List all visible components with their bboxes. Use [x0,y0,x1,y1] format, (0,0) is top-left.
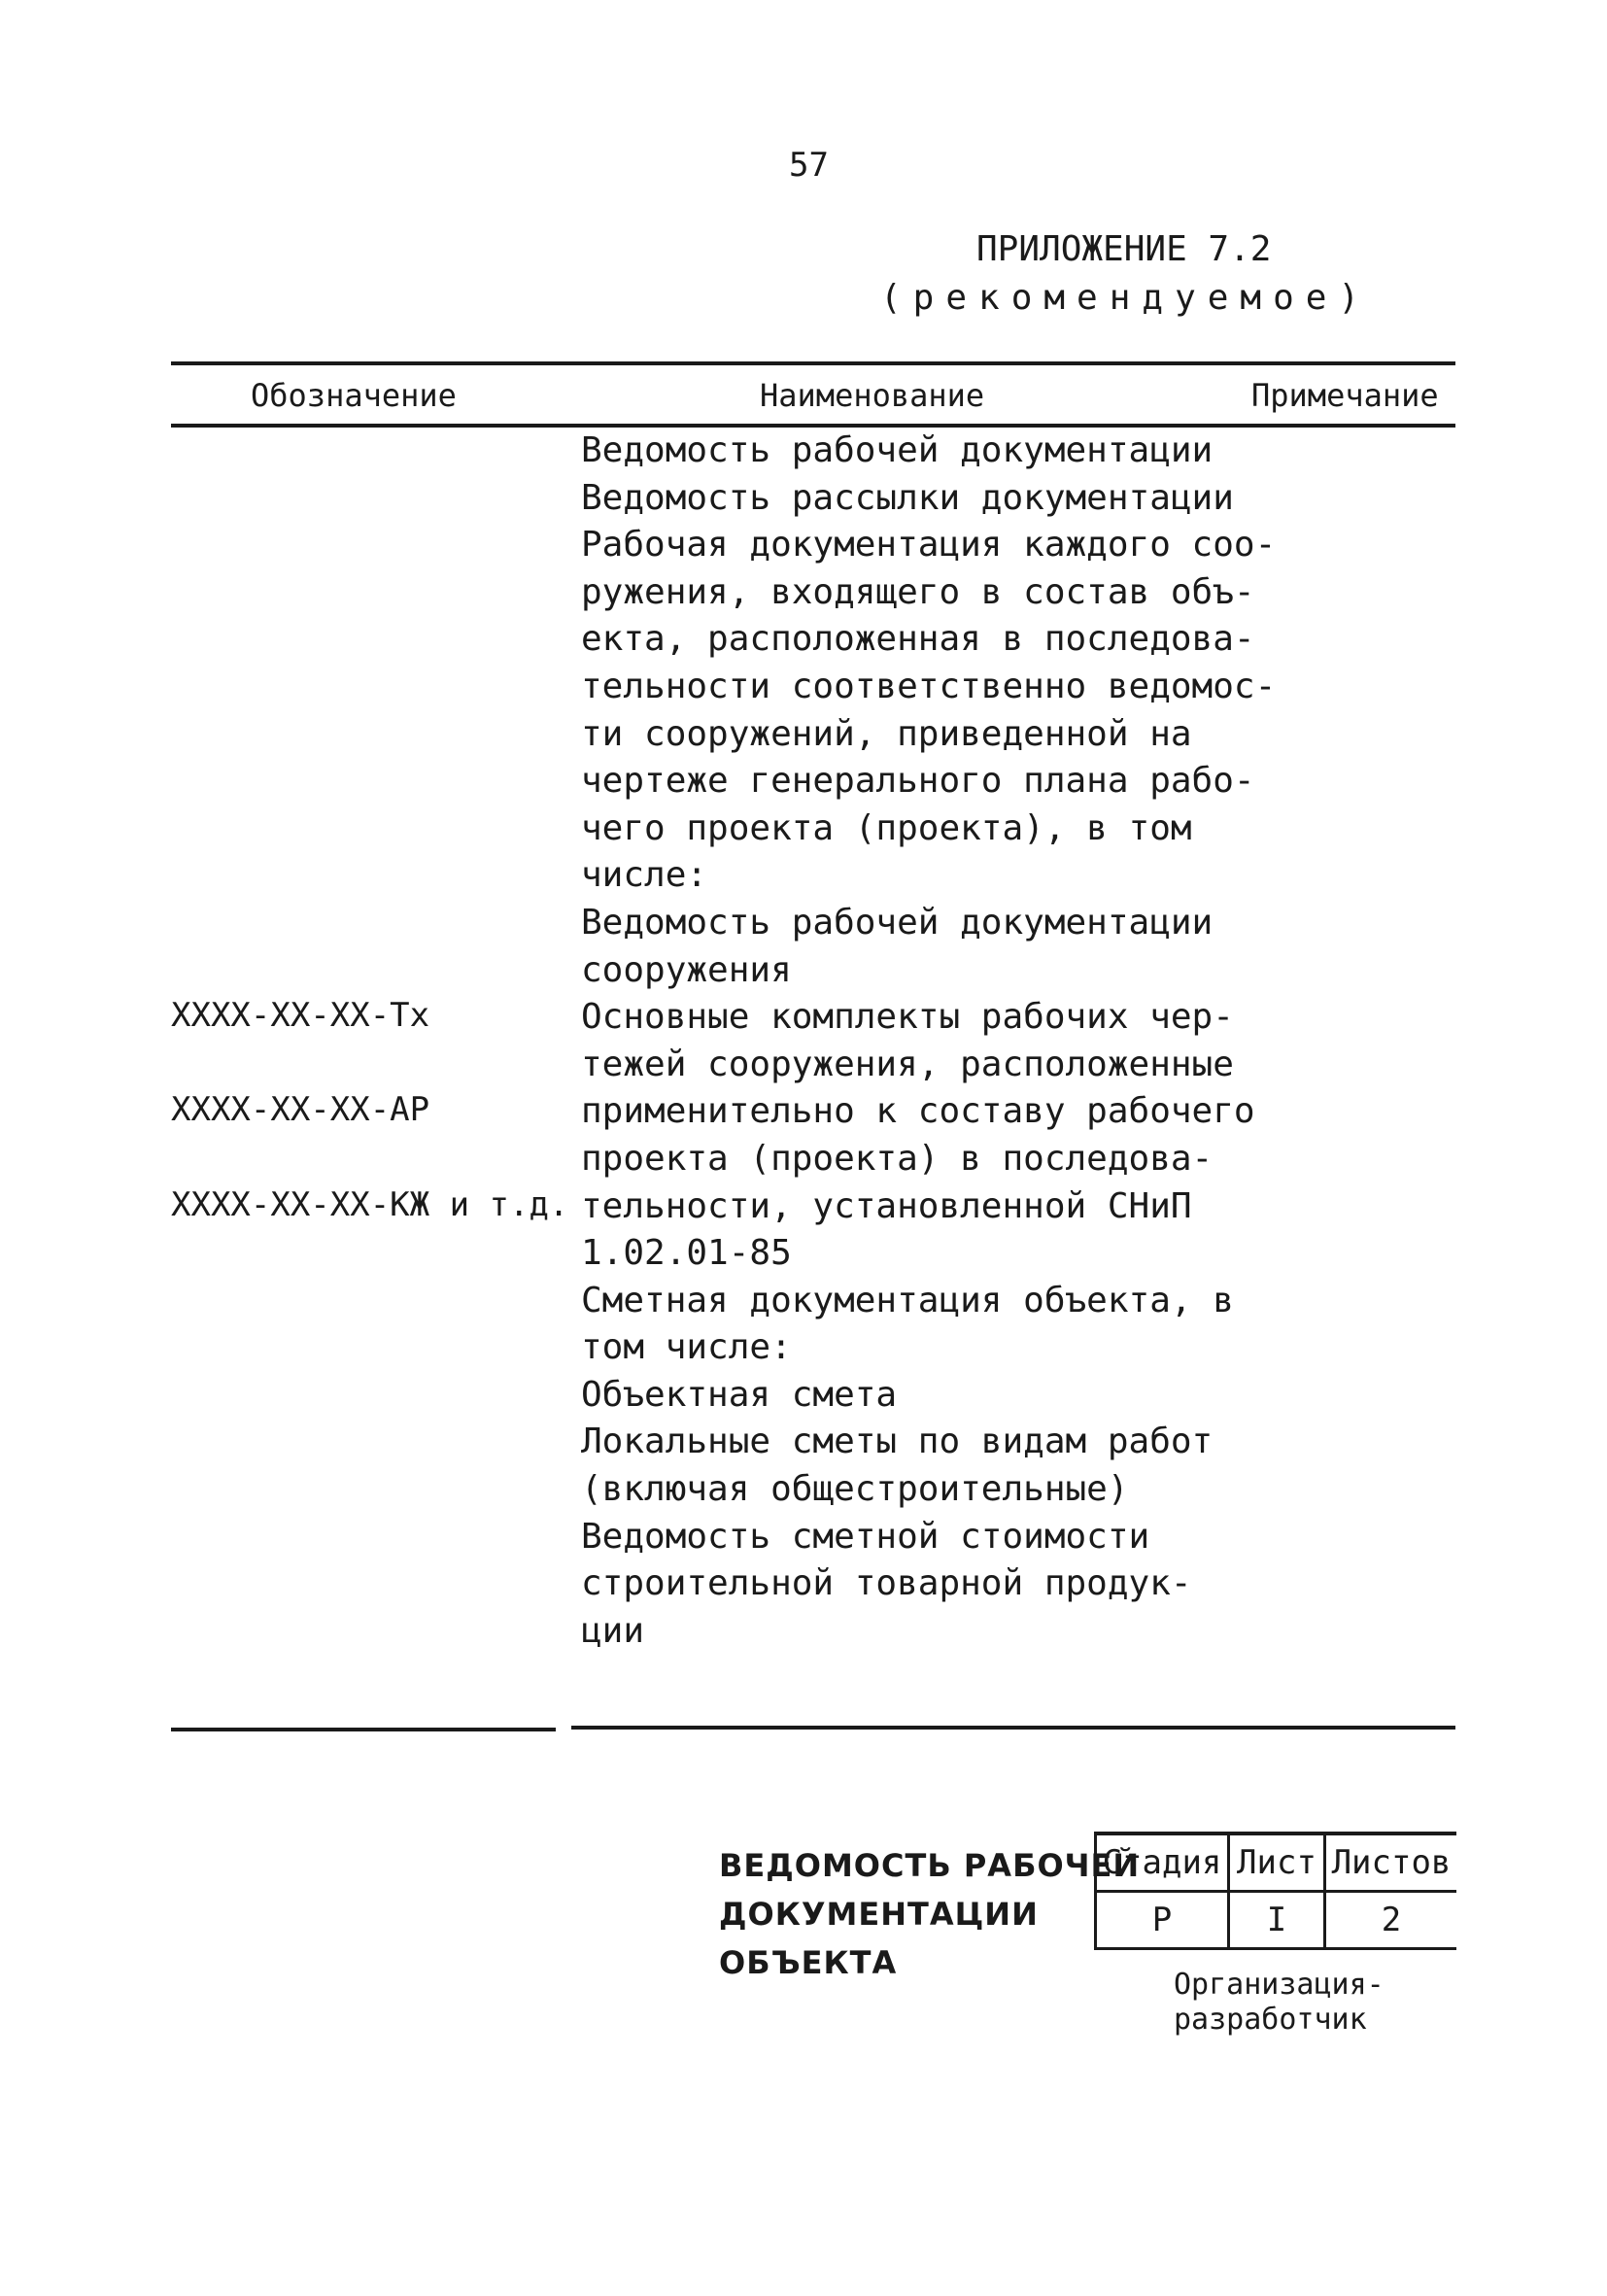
name-line: ции [581,1610,645,1651]
page-number: 57 [789,146,829,185]
table-bottom-rule-left [171,1728,556,1731]
name-line: Ведомость сметной стоимости [581,1516,1150,1557]
name-line: Ведомость рабочей документации [581,430,1214,470]
name-line: 1.02.01-85 [581,1233,792,1274]
stamp-title-line: ВЕДОМОСТЬ РАБОЧЕЙ [719,1847,1141,1884]
name-line: сооружения [581,949,792,990]
name-line: Основные комплекты рабочих чер- [581,997,1234,1038]
stamp-title [719,1841,1140,1987]
code-ar: XXXX-XX-XX-АР [171,1090,430,1129]
code-tx: XXXX-XX-XX-Тх [171,996,430,1035]
name-line: (включая общестроительные) [581,1469,1129,1510]
stamp-table [1094,1832,1456,1950]
code-kzh: XXXX-XX-XX-КЖ и т.д. [171,1185,569,1224]
name-line: Сметная документация объекта, в [581,1280,1234,1320]
name-line: числе: [581,855,708,896]
stamp-header-stage: Стадия [1096,1833,1229,1892]
stamp-header-sheet: Лист [1229,1833,1325,1892]
name-line: применительно к составу рабочего [581,1091,1255,1132]
appendix-title: ПРИЛОЖЕНИЕ 7.2 [976,229,1272,269]
name-line: екта, расположенная в последова- [581,619,1255,660]
name-line: тежей сооружения, расположенные [581,1044,1234,1084]
name-line: ти сооружений, приведенной на [581,713,1192,754]
organization-line: разработчик [1174,2003,1367,2037]
name-line: Ведомость рабочей документации [581,902,1214,942]
organization-line: Организация- [1174,1968,1385,2002]
name-line: строительной товарной продук- [581,1563,1192,1604]
name-line: ружения, входящего в состав объ- [581,571,1255,612]
header-note: Примечание [1251,377,1439,414]
name-line: чертеже генерального плана рабо- [581,761,1255,802]
organization-developer [1174,1968,1385,2038]
table-bottom-rule-right [571,1726,1455,1730]
stamp-value-sheets: 2 [1325,1892,1457,1949]
header-designation: Обозначение [251,377,457,414]
table-top-rule [171,361,1455,365]
name-line: Ведомость рассылки документации [581,477,1234,518]
name-line: проекта (проекта) в последова- [581,1138,1214,1179]
name-column [581,428,1276,1655]
name-line: тельности соответственно ведомос- [581,666,1277,706]
header-name: Наименование [760,377,985,414]
name-line: Рабочая документация каждого соо- [581,525,1277,565]
name-line: чего проекта (проекта), в том [581,807,1192,848]
stamp-value-stage: Р [1096,1892,1229,1949]
stamp-title-line: ДОКУМЕНТАЦИИ [719,1896,1039,1933]
stamp-value-sheet: I [1229,1892,1325,1949]
name-line: тельности, установленной СНиП [581,1185,1192,1226]
appendix-subtitle: (рекомендуемое) [880,278,1372,318]
name-line: Объектная смета [581,1374,898,1415]
stamp-title-line: ОБЪЕКТА [719,1944,898,1981]
name-line: Локальные сметы по видам работ [581,1422,1214,1462]
name-line: том числе: [581,1327,792,1368]
stamp-header-sheets: Листов [1325,1833,1457,1892]
